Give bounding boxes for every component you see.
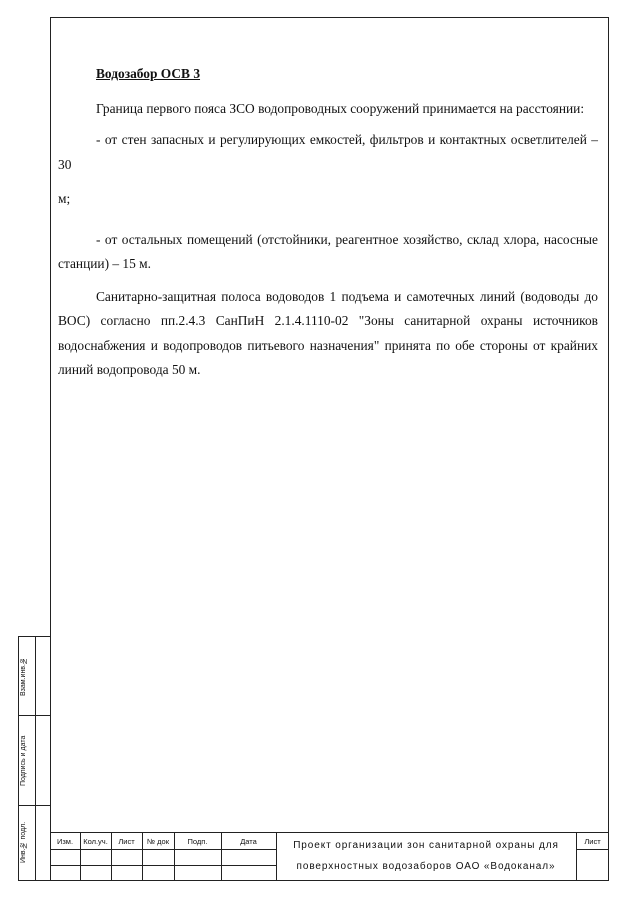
column-doc-number: № док bbox=[147, 837, 169, 846]
sheet-label: Лист bbox=[584, 837, 601, 846]
replacement-inventory-label: Взам.инв.№ bbox=[20, 657, 27, 697]
paragraph-sanitary-strip bbox=[58, 285, 598, 383]
paragraph-text: Граница первого пояса ЗСО водопроводных сооружений принимается на расстоянии: bbox=[96, 100, 585, 116]
paragraph-line: - от остальных помещений (отстойники, реагентное хозяйство, склад хлора, насосные bbox=[96, 231, 598, 247]
section-heading: Водозабор ОСВ 3 bbox=[96, 66, 201, 81]
paragraph-line: ВОС) согласно пп.2.4.3 СанПиН 2.1.4.1110-02 "Зоны санитарной охраны источников bbox=[58, 313, 598, 328]
side-stamp bbox=[18, 636, 50, 881]
paragraph-line: водоснабжения и водопроводов питьевого назначения" принята по обе стороны от крайних bbox=[58, 337, 598, 353]
paragraph-line: Санитарно-защитная полоса водоводов 1 подъема и самотечных линий (водоводы до bbox=[96, 288, 598, 304]
paragraph-line: м; bbox=[58, 191, 71, 206]
paragraph-line: станции) – 15 м. bbox=[58, 256, 151, 271]
signature-date-label: Подпись и дата bbox=[20, 735, 27, 787]
title-block bbox=[50, 832, 609, 881]
paragraph-line: линий водопровода 50 м. bbox=[58, 362, 201, 377]
project-title-line: Проект организации зон санитарной охраны для bbox=[293, 840, 559, 851]
paragraph-line: - от стен запасных и регулирующих емкостей, фильтров и контактных осветлителей – 30 bbox=[58, 132, 598, 172]
document-body bbox=[58, 62, 598, 383]
column-change: Изм. bbox=[56, 837, 74, 846]
column-sheet: Лист bbox=[118, 837, 135, 846]
paragraph-boundary bbox=[58, 97, 598, 122]
column-signature: Подп. bbox=[187, 837, 208, 846]
original-inventory-label: Инв.№ подл. bbox=[20, 821, 27, 863]
project-title bbox=[276, 835, 576, 877]
column-date: Дата bbox=[240, 837, 257, 846]
paragraph-tanks bbox=[58, 128, 598, 212]
project-title-line: поверхностных водозаборов ОАО «Водоканал» bbox=[296, 861, 556, 872]
column-quantity: Кол.уч. bbox=[83, 837, 108, 846]
paragraph-other-rooms bbox=[58, 228, 598, 277]
